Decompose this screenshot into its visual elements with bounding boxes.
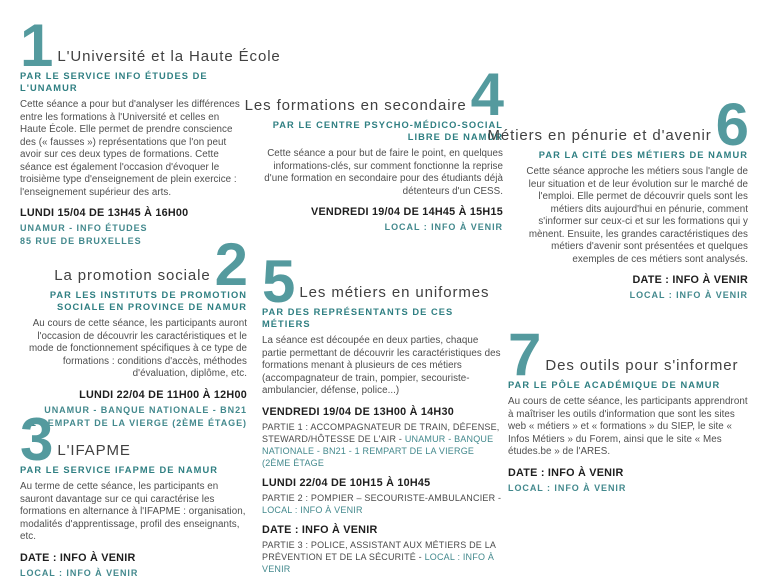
- section-body: Cette séance approche les métiers sous l'angle de leur situation et de leur évolution sur le marché de l'emploi. Elle permet de découvrir quels sont les métiers dits aujourd'hui en pénurie, comment s'informer sur ceux-ci et sur les formations qui y mènent. Ensuite, les grandes caractéristiques des métiers d'avenir sont présentées et quelques exemples de ces métiers sont analysés.: [526, 166, 748, 265]
- section-formations-secondaire: [244, 61, 503, 234]
- column-1: [20, 0, 281, 583]
- part-label: PARTIE 2 : POMPIER – SECOURISTE-AMBULANCIER -: [262, 492, 502, 503]
- section-header: [20, 12, 281, 79]
- part-label: PARTIE 3 : POLICE, ASSISTANT AUX MÉTIERS DE LA PRÉVENTION ET DE LA SÉCURITÉ -: [262, 539, 496, 562]
- section-number: 3: [20, 406, 53, 473]
- section-body: Cette séance a pour but de faire le point, en quelques informations-clés, sur comment fonctionne la reprise d'une formation en secondaire pour des étudiants déjà détenteurs d'un CESS.: [264, 148, 503, 197]
- column-3: [487, 0, 748, 583]
- part-label: PARTIE 1 : ACCOMPAGNATEUR DE TRAIN, DÉFENSE, STEWARD/HÔTESSE DE L'AIR -: [262, 421, 500, 444]
- section-number: 5: [262, 248, 295, 315]
- event-date: LUNDI 22/04 DE 11H00 À 12H00: [79, 388, 247, 401]
- schedule-block-3: [262, 524, 503, 575]
- section-header: [244, 61, 503, 128]
- section-header: [262, 248, 503, 315]
- section-number: 4: [470, 61, 503, 128]
- section-number: 6: [715, 91, 748, 158]
- section-number: 2: [214, 231, 247, 298]
- event-location: UNAMUR - INFO ÉTUDES: [20, 223, 148, 233]
- section-body: La séance est découpée en deux parties, chaque partie permettant de découvrir les caractéristiques des formations menant à plusieurs de ces métiers (accompagnateur de train, pompier, secouriste-ambulancier, défense, police...): [262, 335, 501, 396]
- section-metiers-penurie-avenir: [487, 91, 748, 302]
- section-number: 7: [508, 321, 541, 388]
- section-body: Au cours de cette séance, les participants apprendront à maîtriser les outils d'information que sont les sites web « métiers » et « formations » du SIEP, le site « Infos Métiers » du Forem, ainsi que le site « Mes études.be » de l'ARES.: [508, 396, 748, 457]
- event-location: LOCAL : INFO À VENIR: [629, 290, 748, 300]
- section-outils-informer: [508, 321, 748, 495]
- schedule-block-1: [262, 406, 503, 469]
- section-metiers-uniformes: [262, 248, 503, 575]
- schedule-block-2: [262, 477, 503, 516]
- event-date: DATE : INFO À VENIR: [508, 466, 624, 479]
- event-location: 1 REMPART DE LA VIERGE (2ÈME ÉTAGE): [30, 417, 247, 428]
- section-body: Cette séance a pour but d'analyser les différences entre les formations à l'Université et celles en Haute École. Elle permet de prendre conscience des (« fausses ») représentations que l'on peut avoir sur ces deux types de formations. Cette séance est également l'occasion d'évoquer le troisième type d'enseignement de plein exercice : l'enseignement supérieur des arts.: [20, 99, 240, 198]
- part-location: LOCAL : INFO À VENIR: [262, 504, 363, 515]
- event-location: UNAMUR - BANQUE NATIONALE - BN21: [44, 404, 247, 415]
- part-location: UNAMUR - BANQUE NATIONALE - BN21 - 1 REMPART DE LA VIERGE (2ÈME ÉTAGE: [262, 433, 494, 468]
- section-universite-haute-ecole: [20, 12, 281, 248]
- section-title: L'Université et la Haute École: [57, 48, 281, 65]
- part-text: [262, 421, 503, 469]
- section-subtitle: PAR LE CENTRE PSYCHO-MÉDICO-SOCIAL LIBRE DE NAMUR: [272, 120, 503, 142]
- event-date: LUNDI 15/04 DE 13H45 À 16H00: [20, 207, 189, 219]
- event-location: LOCAL : INFO À VENIR: [508, 482, 627, 493]
- section-subtitle: PAR LES INSTITUTS DE PROMOTION SOCIALE EN PROVINCE DE NAMUR: [49, 290, 247, 312]
- section-title: La promotion sociale: [54, 267, 211, 284]
- event-date: LUNDI 22/04 DE 10H15 À 10H45: [262, 476, 431, 489]
- event-date: DATE : INFO À VENIR: [20, 551, 136, 564]
- section-title: Des outils pour s'informer: [545, 357, 739, 374]
- section-subtitle: PAR LE SERVICE IFAPME DE NAMUR: [20, 465, 219, 475]
- event-location: LOCAL : INFO À VENIR: [384, 222, 503, 232]
- section-title: L'IFAPME: [57, 442, 131, 459]
- part-text: [262, 539, 503, 575]
- part-location: LOCAL : INFO À VENIR: [262, 551, 495, 574]
- event-date: DATE : INFO À VENIR: [632, 274, 748, 286]
- event-location: LOCAL : INFO À VENIR: [20, 567, 139, 578]
- part-text: [262, 492, 503, 516]
- section-body: Au terme de cette séance, les participants en sauront davantage sur ce qui caractérise les formations en alternance à l'IFAPME : organisation, modalités d'apprentissage, profil des enseignants, etc.: [20, 481, 246, 542]
- section-subtitle: PAR LE PÔLE ACADÉMIQUE DE NAMUR: [508, 380, 721, 390]
- section-title: Les formations en secondaire: [244, 97, 467, 114]
- event-location: 85 RUE DE BRUXELLES: [20, 236, 142, 246]
- column-2: [244, 0, 503, 583]
- section-body: Au cours de cette séance, les participants auront l'occasion de découvrir les caractéristiques et le mode de fonctionnement spécifiques à ce type de formations : conditions d'accès, méthodes d'évaluation, diplôme, etc.: [28, 318, 247, 379]
- event-date: DATE : INFO À VENIR: [262, 523, 378, 536]
- section-title: Les métiers en uniformes: [299, 284, 490, 301]
- section-title: Métiers en pénurie et d'avenir: [487, 127, 712, 144]
- section-subtitle: PAR LA CITÉ DES MÉTIERS DE NAMUR: [538, 150, 748, 160]
- section-number: 1: [20, 12, 53, 79]
- section-subtitle: PAR LE SERVICE INFO ÉTUDES DE L'UNAMUR: [20, 71, 208, 93]
- event-date: VENDREDI 19/04 DE 14H45 À 15H15: [311, 206, 503, 218]
- event-date: VENDREDI 19/04 DE 13H00 À 14H30: [262, 405, 454, 418]
- section-subtitle: PAR DES REPRÉSENTANTS DE CES MÉTIERS: [262, 307, 454, 329]
